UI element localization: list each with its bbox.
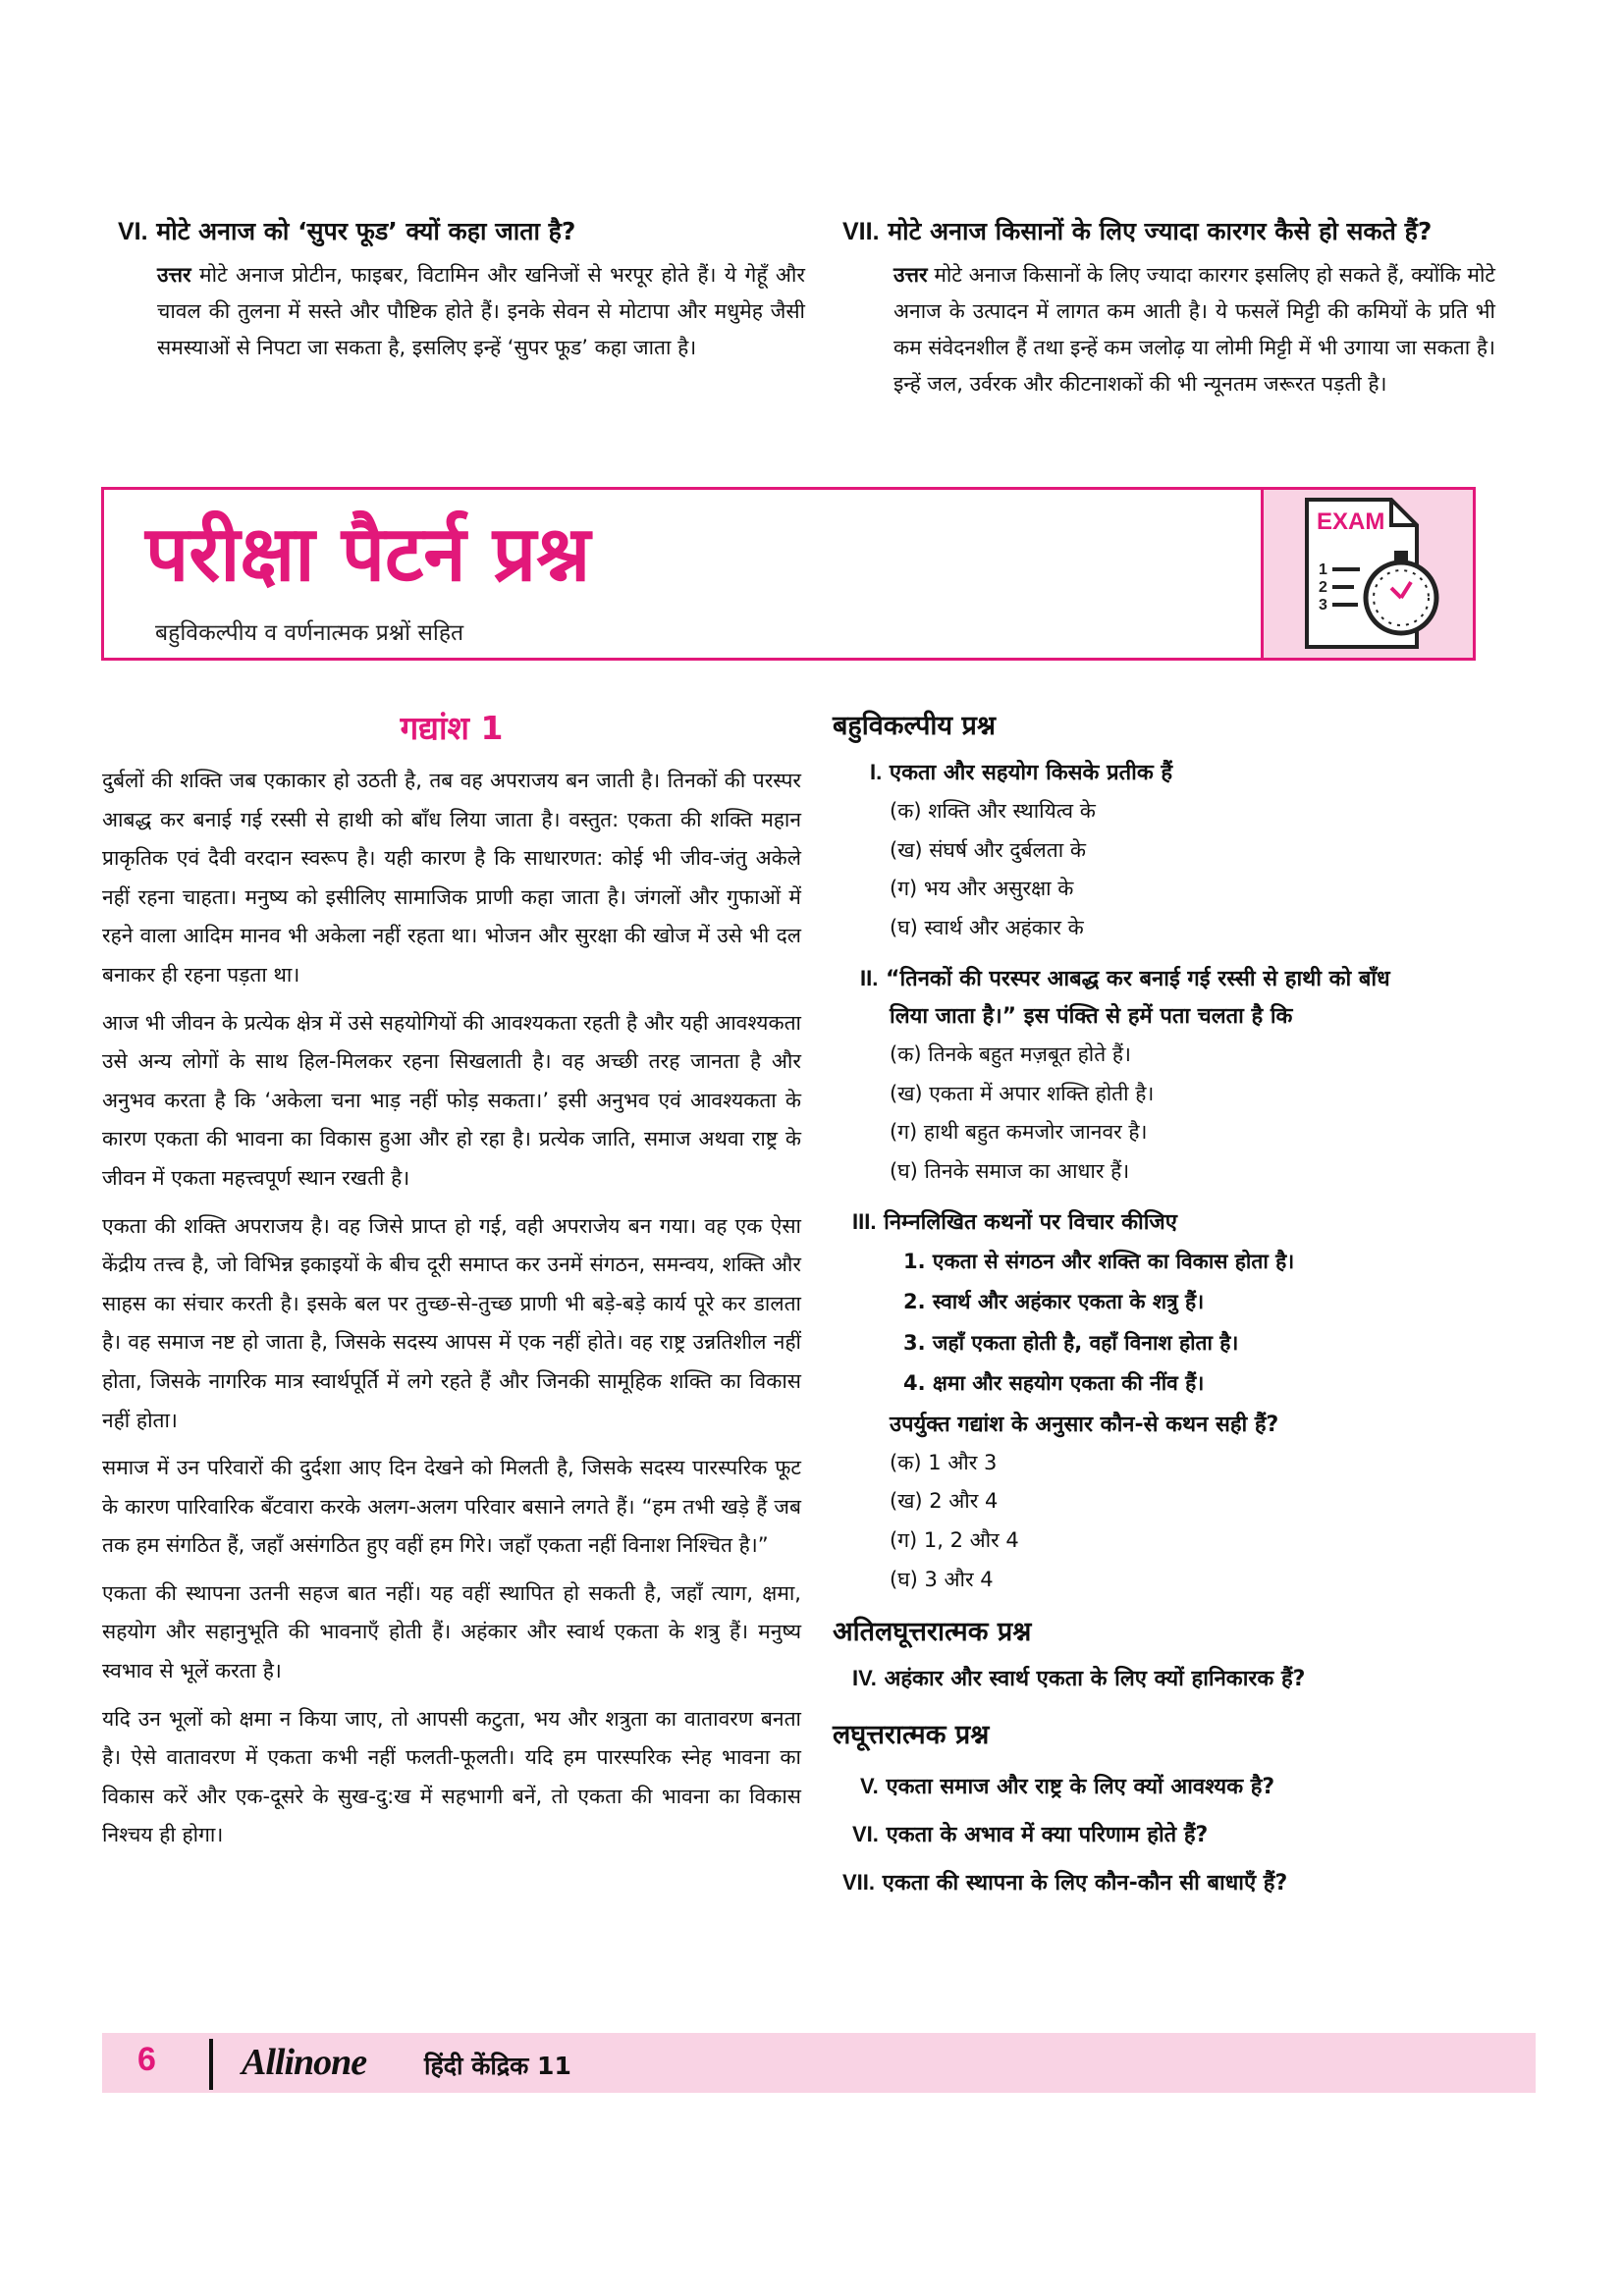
question-text: निम्नलिखित कथनों पर विचार कीजिए — [884, 1209, 1177, 1235]
question-text: मोटे अनाज को ‘सुपर फूड’ क्यों कहा जाता है? — [156, 217, 576, 245]
option: (क) 1 और 3 — [890, 1450, 998, 1474]
question-number: III. — [852, 1208, 877, 1234]
option: (ग) भय और असुरक्षा के — [890, 877, 1074, 901]
exam-pattern-banner — [101, 487, 1476, 661]
page-footer — [102, 2033, 1536, 2093]
option: (ग) 1, 2 और 4 — [890, 1528, 1019, 1553]
footer-divider — [209, 2039, 213, 2090]
passage-title: गद्यांश 1 — [400, 709, 504, 747]
passage-paragraph: एकता की स्थापना उतनी सहज बात नहीं। यह वहीं स्थापित हो सकती है, जहाँ त्याग, क्षमा, सहयोग और सहानुभूति की भावनाएँ होती हैं। अहंकार और स्वार्थ एकता के शत्रु हैं। मनुष्य स्वभाव से भूलें करता है। — [102, 1580, 801, 1683]
option: (ख) संघर्ष और दुर्बलता के — [890, 837, 1086, 862]
exam-clipboard-icon — [1264, 490, 1476, 658]
option: (घ) 3 और 4 — [890, 1567, 994, 1591]
question-number: I. — [870, 760, 883, 784]
question-text: एकता के अभाव में क्या परिणाम होते हैं? — [886, 1823, 1209, 1848]
passage-paragraph: दुर्बलों की शक्ति जब एकाकार हो उठती है, तब वह अपराजय बन जाती है। तिनकों की परस्पर आबद्ध कर बनाई गई रस्सी से हाथी को बाँध लिया जाता है। वस्तुत: एकता की शक्ति महान प्राकृतिक एवं दैवी वरदान स्वरूप है। यही कारण है कि साधारणत: कोई भी जीव-जंतु अकेले नहीं रहना चाहता। मनुष्य को इसीलिए सामाजिक प्राणी कहा जाता है। जंगलों और गुफाओं में रहने वाला आदिम मानव भी अकेला नहीं रहता था। भोजन और सुरक्षा की खोज में उसे भी दल बनाकर ही रहना पड़ता था। — [102, 769, 801, 987]
top-question-vi — [118, 214, 805, 366]
question-number: V. — [860, 1774, 879, 1799]
page-number: 6 — [137, 2041, 156, 2078]
question-text-line-2: लिया जाता है।” इस पंक्ति से हमें पता चलता है कि — [890, 1003, 1293, 1029]
question-text: अहंकार और स्वार्थ एकता के लिए क्यों हानिकारक हैं? — [884, 1667, 1306, 1692]
question-text: मोटे अनाज किसानों के लिए ज्यादा कारगर कैसे हो सकते हैं? — [888, 217, 1433, 245]
mcq-question-2 — [833, 960, 1540, 1192]
short-question — [833, 1859, 1540, 1907]
exam-icon-label: EXAM — [1317, 508, 1385, 535]
svg-text:3: 3 — [1319, 597, 1327, 614]
book-title: हिंदी केंद्रिक 11 — [424, 2052, 571, 2080]
option: (क) तिनके बहुत मज़बूत होते हैं। — [890, 1041, 1131, 1066]
svg-text:2: 2 — [1319, 579, 1327, 596]
question-text: एकता और सहयोग किसके प्रतीक हैं — [889, 761, 1173, 785]
question-number: IV. — [852, 1666, 877, 1691]
passage-paragraph: एकता की शक्ति अपराजय है। वह जिसे प्राप्त हो गई, वही अपराजेय बन गया। वह एक ऐसा केंद्रीय तत्त्व है, जो विभिन्न इकाइयों के बीच दूरी समाप्त कर उनमें संगठन, समन्वय, शक्ति और साहस का संचार करती है। इसके बल पर तुच्छ-से-तुच्छ प्राणी भी बड़े-बड़े कार्य पूरे कर डालता है। वह समाज नष्ट हो जाता है, जिसके सदस्य आपस में एक नहीं होते। वह राष्ट्र उन्नतिशील नहीं होता, जिसके नागरिक मात्र स्वार्थपूर्ति में लगे रहते हैं और जिनकी सामूहिक शक्ति का विकास नहीं होता। — [102, 1213, 801, 1432]
option: (घ) स्वार्थ और अहंकार के — [890, 916, 1084, 940]
answer-text: मोटे अनाज किसानों के लिए ज्यादा कारगर इसलिए हो सकते हैं, क्योंकि मोटे अनाज के उत्पादन में लागत कम आती है। ये फसलें मिट्टी की कमियों के प्रति भी कम संवेदनशील हैं तथा इन्हें कम जलोढ़ या लोमी मिट्टी में भी उगाया जा सकता है। इन्हें जल, उर्वरक और कीटनाशकों की भी न्यूनतम जरूरत पड़ती है। — [893, 263, 1495, 396]
passage-paragraph: यदि उन भूलों को क्षमा न किया जाए, तो आपसी कटुता, भय और शत्रुता का वातावरण बनता है। ऐसे वातावरण में एकता कभी नहीं फलती-फूलती। यदि हम पारस्परिक स्नेह भावना का विकास करें और एक-दूसरे के सुख-दु:ख में सहभागी बनें, तो एकता की भावना का विकास निश्चय ही होगा। — [102, 1706, 801, 1847]
option: (घ) तिनके समाज का आधार हैं। — [890, 1158, 1130, 1183]
short-heading: लघूत्तरात्मक प्रश्न — [833, 1720, 990, 1751]
statement: 4. क्षमा और सहयोग एकता की नींव हैं। — [903, 1371, 1205, 1396]
mcq-heading: बहुविकल्पीय प्रश्न — [833, 711, 996, 741]
question-number: VI. — [118, 218, 148, 245]
questions-column — [833, 707, 1540, 1907]
very-short-question — [833, 1660, 1540, 1698]
statement: 3. जहाँ एकता होती है, वहाँ विनाश होता है। — [903, 1330, 1239, 1355]
option: (ख) 2 और 4 — [890, 1489, 999, 1514]
question-number: VI. — [852, 1822, 879, 1847]
short-question — [833, 1811, 1540, 1859]
question-text: एकता की स्थापना के लिए कौन-कौन सी बाधाएँ हैं? — [882, 1871, 1288, 1896]
svg-text:1: 1 — [1319, 561, 1327, 578]
exam-icon-panel — [1261, 490, 1473, 658]
passage-paragraph: समाज में उन परिवारों की दुर्दशा आए दिन देखने को मिलती है, जिसके सदस्य पारस्परिक फूट के कारण पारिवारिक बँटवारा करके अलग-अलग परिवार बसाने लगते हैं। “हम तभी खड़े हैं जब तक हम संगठित हैं, जहाँ असंगठित हुए वहीं हम गिरे। जहाँ एकता नहीं विनाश निश्चित है।” — [102, 1456, 801, 1558]
banner-subtitle: बहुविकल्पीय व वर्णनात्मक प्रश्नों सहित — [155, 620, 464, 646]
option: (ख) एकता में अपार शक्ति होती है। — [890, 1081, 1155, 1105]
mcq-question-3 — [833, 1203, 1540, 1600]
passage-column — [102, 707, 801, 1864]
passage-paragraph: आज भी जीवन के प्रत्येक क्षेत्र में उसे सहयोगियों की आवश्यकता रहती है और यही आवश्यकता उसे अन्य लोगों के साथ हिल-मिलकर रहना सिखलाती है। वह अच्छी तरह जानता है और अनुभव करता है कि ‘अकेला चना भाड़ नहीं फोड़ सकता।’ इसी अनुभव एवं आवश्यकता के कारण एकता की भावना का विकास हुआ और हो रहा है। प्रत्येक जाति, समाज अथवा राष्ट्र के जीवन में एकता महत्त्वपूर्ण स्थान रखती है। — [102, 1010, 801, 1190]
question-text: एकता समाज और राष्ट्र के लिए क्यों आवश्यक है? — [886, 1775, 1275, 1800]
answer-label: उत्तर — [157, 263, 191, 287]
statement: 1. एकता से संगठन और शक्ति का विकास होता है। — [903, 1249, 1295, 1273]
short-question — [833, 1763, 1540, 1811]
very-short-heading: अतिलघूत्तरात्मक प्रश्न — [833, 1617, 1032, 1648]
question-number: VII. — [842, 218, 880, 245]
question-prompt: उपर्युक्त गद्यांश के अनुसार कौन-से कथन सही हैं? — [890, 1412, 1279, 1437]
mcq-question-1 — [833, 754, 1540, 948]
option: (ग) हाथी बहुत कमजोर जानवर है। — [890, 1120, 1148, 1145]
option: (क) शक्ति और स्थायित्व के — [890, 799, 1096, 823]
top-question-vii — [842, 214, 1495, 402]
answer-label: उत्तर — [893, 263, 928, 287]
question-number: VII. — [842, 1870, 876, 1896]
question-number: II. — [860, 965, 879, 990]
brand-logo: Allinone — [242, 2042, 367, 2083]
banner-title: परीक्षा पैटर्न प्रश्न — [145, 510, 591, 599]
question-text-line-1: “तिनकों की परस्पर आबद्ध कर बनाई गई रस्सी से हाथी को बाँध — [886, 966, 1390, 991]
answer-text: मोटे अनाज प्रोटीन, फाइबर, विटामिन और खनिजों से भरपूर होते हैं। ये गेहूँ और चावल की तुलना में सस्ते और पौष्टिक होते हैं। इनके सेवन से मोटापा और मधुमेह जैसी समस्याओं से निपटा जा सकता है, इसलिए इन्हें ‘सुपर फूड’ कहा जाता है। — [157, 263, 805, 359]
statement: 2. स्वार्थ और अहंकार एकता के शत्रु हैं। — [903, 1290, 1205, 1314]
